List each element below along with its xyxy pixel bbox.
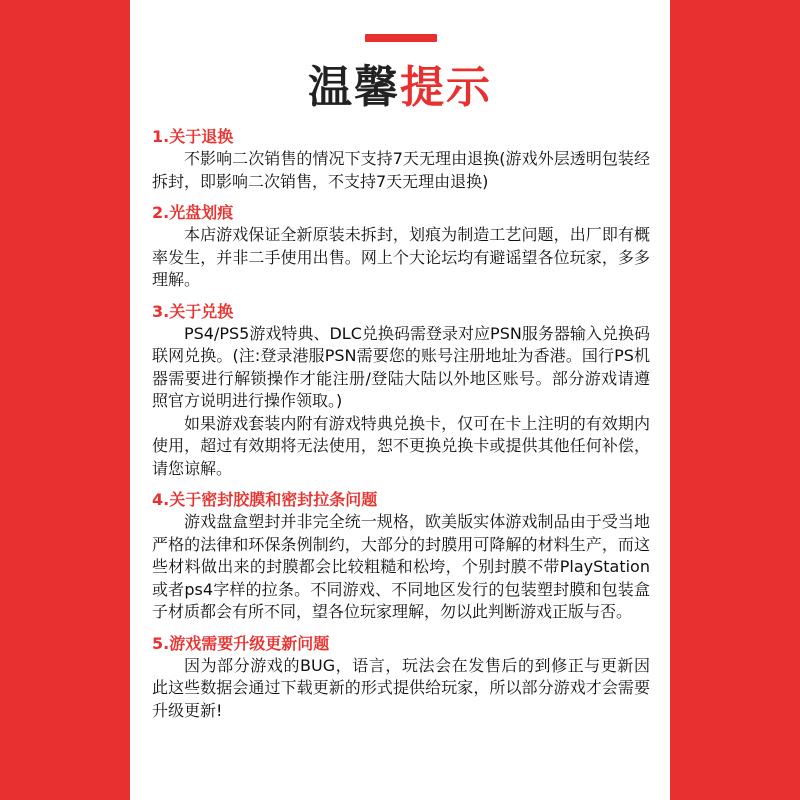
section-game-updates — [152, 633, 650, 723]
notice-card — [130, 0, 670, 800]
section-paragraph: 不影响二次销售的情况下支持7天无理由退换(游戏外层透明包装经拆封，即影响二次销售，不支持7天无理由退换) — [152, 149, 650, 191]
section-seal-film — [152, 489, 650, 624]
page-title — [130, 58, 670, 118]
section-disc-scratches — [152, 202, 650, 292]
section-paragraph: PS4/PS5游戏特典、DLC兑换码需登录对应PSN服务器输入兑换码联网兑换。(注:登录港服PSN需要您的账号注册地址为香港。国行PS机器需要进行解锁操作才能注册/登陆大陆以外地区账号。部分游戏请遵照官方说明进行操作领取。) — [152, 323, 650, 410]
section-paragraph: 游戏盘盒塑封并非完全统一规格，欧美版实体游戏制品由于受当地严格的法律和环保条例制约，大部分的封膜用可降解的材料生产，而这些材料做出来的封膜都会比较粗糙和松垮，个别封膜不带PlayStation或者ps4字样的拉条。不同游戏、不同地区发行的包装塑封膜和包装盒子材质都会有所不同，望各位玩家理解，勿以此判断游戏正版与否。 — [152, 512, 650, 621]
section-heading: 2.光盘划痕 — [152, 203, 234, 222]
section-paragraph: 如果游戏套装内附有游戏特典兑换卡，仅可在卡上注明的有效期内使用，超过有效期将无法使用，恕不更换兑换卡或提供其他任何补偿，请您谅解。 — [152, 413, 650, 478]
section-heading: 1.关于退换 — [152, 127, 234, 146]
section-returns — [152, 126, 650, 193]
title-part-1: 温馨 — [308, 62, 400, 113]
section-paragraph: 本店游戏保证全新原装未拆封，划痕为制造工艺问题，出厂即有概率发生，并非二手使用出售。网上个大论坛均有避谣望各位玩家，多多理解。 — [152, 225, 650, 289]
section-heading: 3.关于兑换 — [152, 301, 234, 321]
section-heading: 4.关于密封胶膜和密封拉条问题 — [152, 490, 378, 509]
notice-content — [152, 126, 650, 731]
section-paragraph: 因为部分游戏的BUG，语言，玩法会在发售后的到修正与更新因此这些数据会通过下载更新的形式提供给玩家，所以部分游戏才会需要升级更新! — [152, 655, 650, 720]
decorative-top-bar — [365, 34, 437, 42]
section-heading: 5.游戏需要升级更新问题 — [152, 633, 330, 653]
title-part-2: 提示 — [400, 62, 492, 113]
section-redeem — [152, 301, 650, 481]
